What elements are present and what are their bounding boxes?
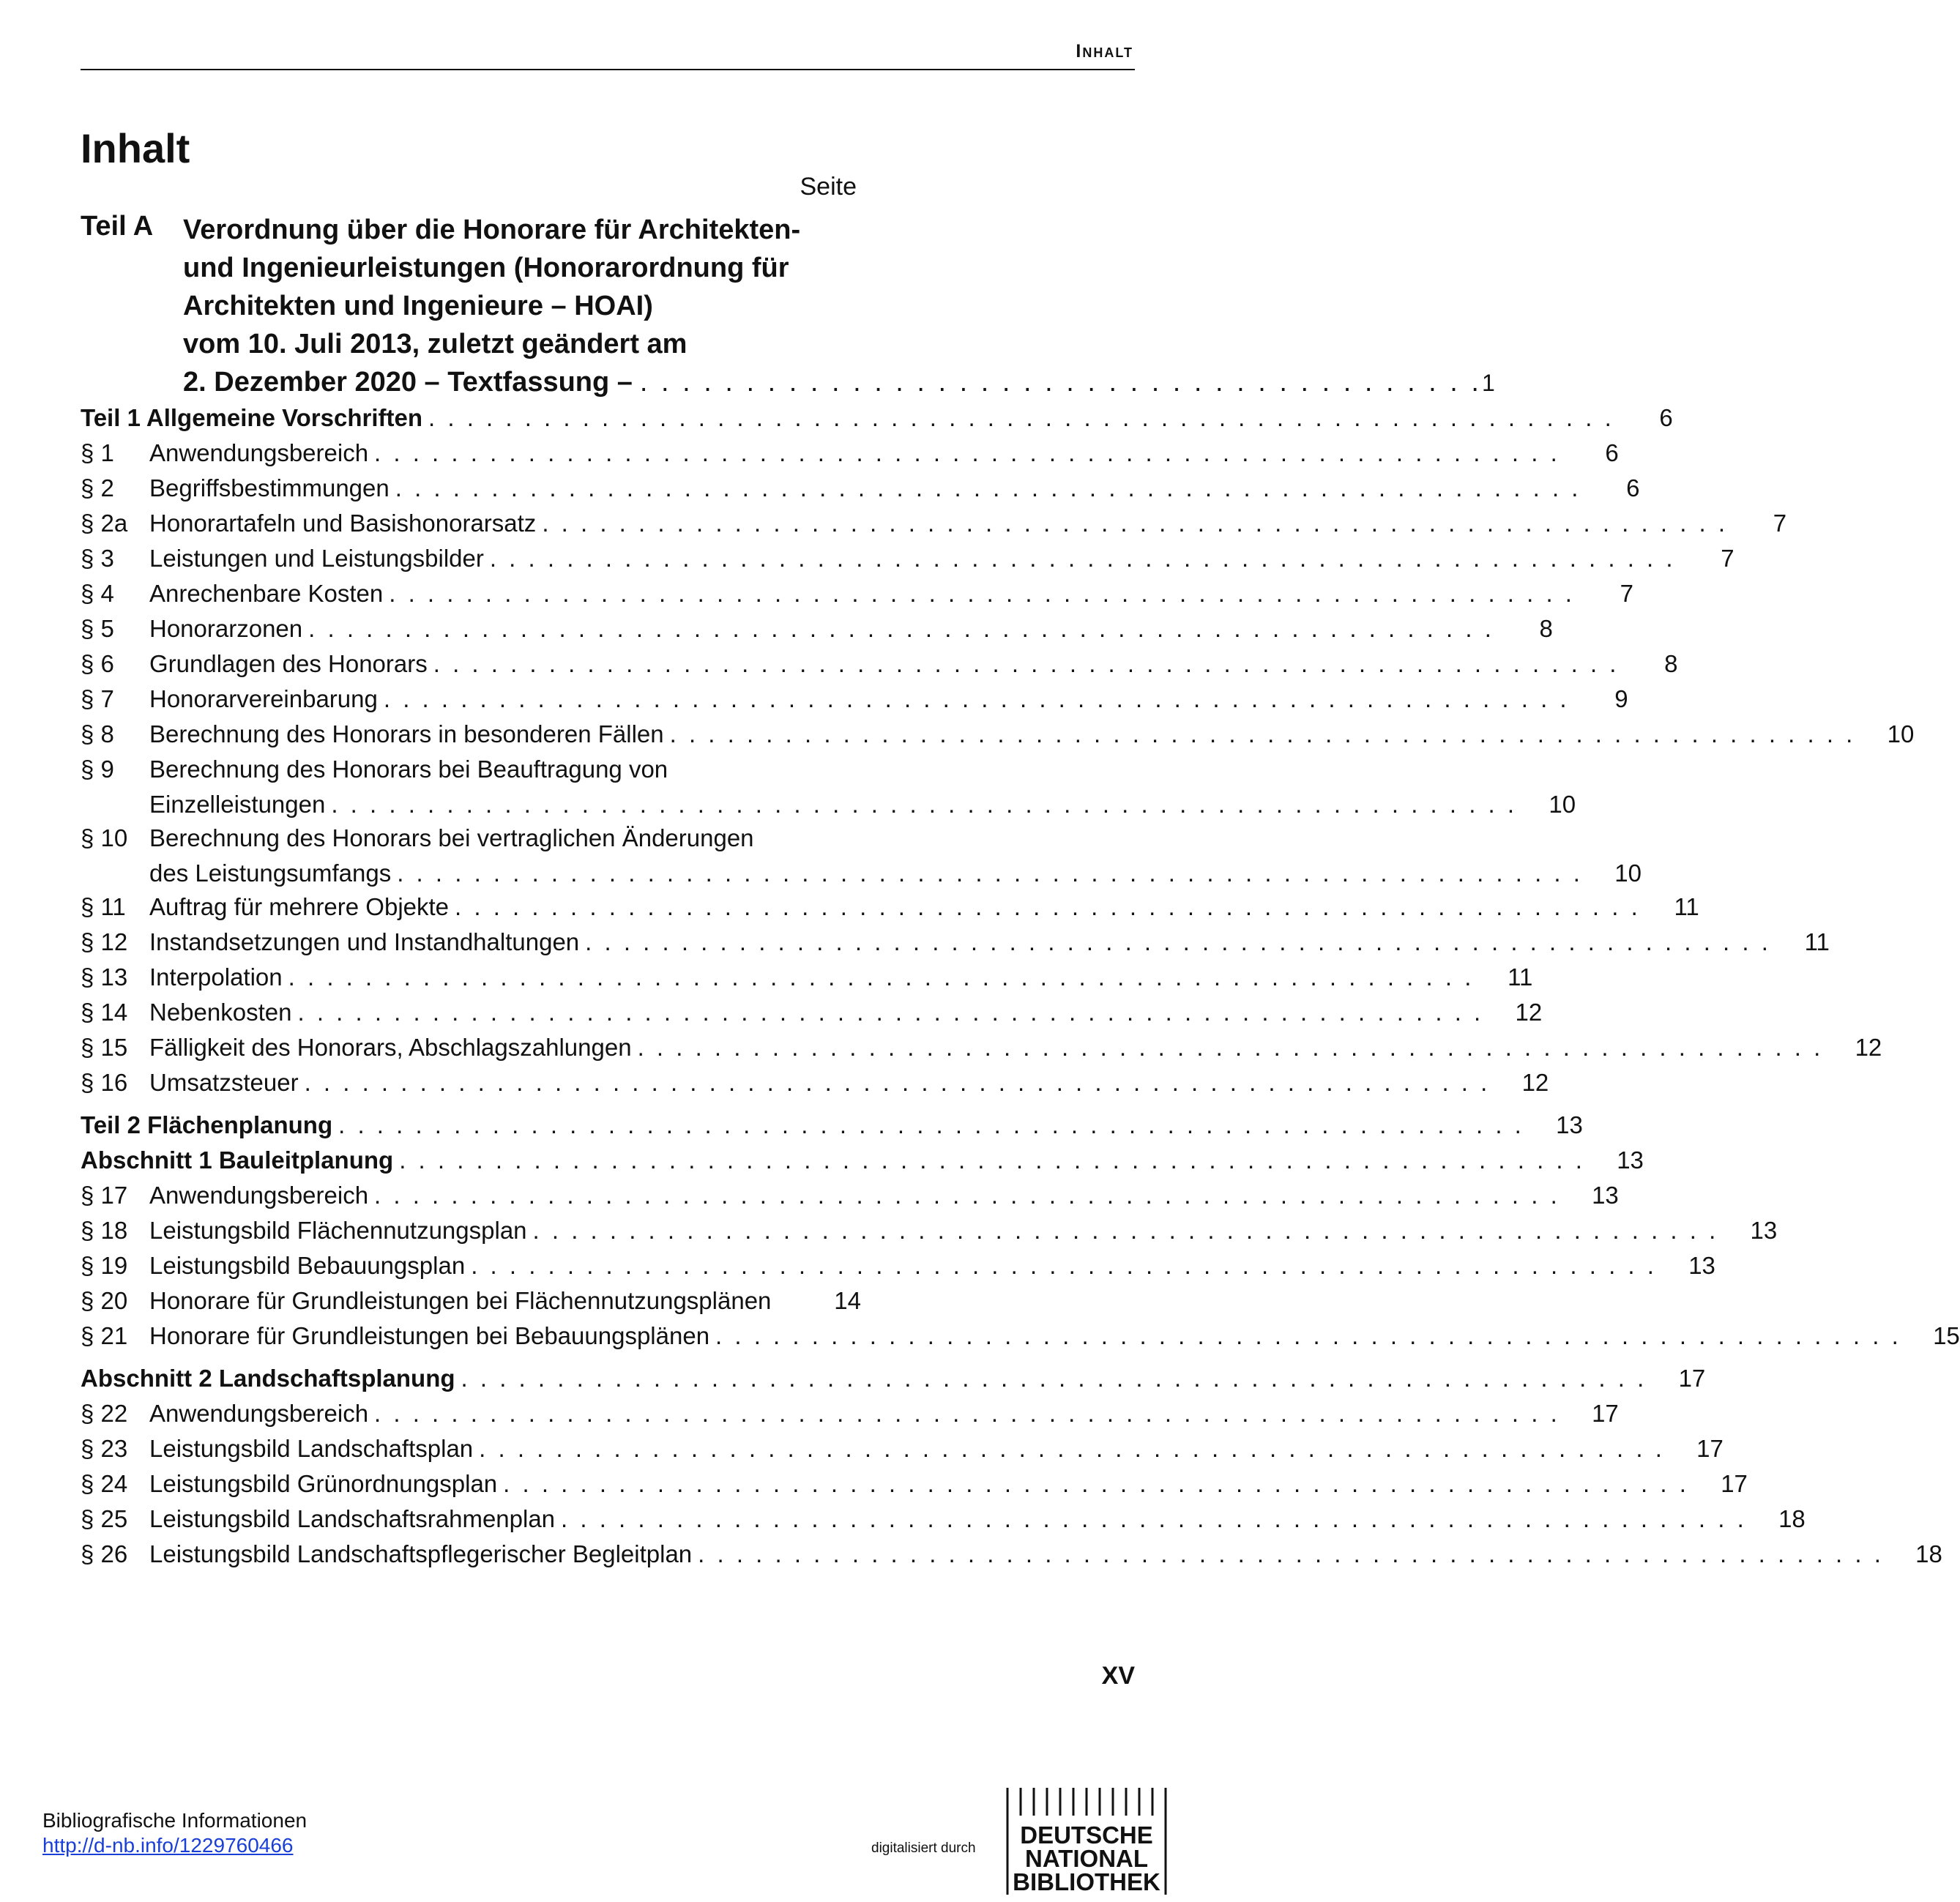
toc-entry-continuation[interactable]: [81, 791, 1576, 824]
toc-entry-number: § 19: [81, 1252, 128, 1279]
toc-section-heading[interactable]: [81, 1146, 1644, 1182]
table-of-contents: [81, 404, 1960, 1575]
dot-leader: . . . . . . . . . . . . . . . . . . . . . . . . . . . . . . . . . . . . . . . . . . . . . . . . . . . . . . . . . . . . . .: [471, 1252, 1657, 1279]
toc-entry-page: 6: [1659, 404, 1673, 431]
toc-entry-number: § 11: [81, 893, 126, 920]
biblio-label: Bibliografische Informationen: [42, 1809, 308, 1832]
toc-entry[interactable]: [81, 893, 1699, 928]
toc-entry-page: 10: [1549, 791, 1576, 818]
toc-entry-title: Leistungsbild Landschaftsplan: [149, 1435, 474, 1462]
toc-section-heading[interactable]: [81, 1365, 1706, 1400]
toc-entry-number: § 21: [81, 1322, 128, 1349]
page-number: XV: [1101, 1662, 1135, 1690]
header-rule: [81, 69, 1135, 70]
toc-entry-page: 17: [1592, 1400, 1619, 1427]
toc-entry-number: § 23: [81, 1435, 128, 1462]
toc-entry-title: Auftrag für mehrere Objekte: [149, 893, 450, 920]
toc-entry-title: Fälligkeit des Honorars, Abschlagszahlungen: [149, 1034, 632, 1061]
part-a-title-line: und Ingenieurleistungen (Honorarordnung für: [183, 253, 789, 283]
toc-entry-title: Einzelleistungen: [149, 791, 326, 818]
toc-entry-title: Leistungsbild Bebauungsplan: [149, 1252, 466, 1279]
toc-entry-page: 13: [1750, 1217, 1778, 1244]
toc-entry[interactable]: [81, 545, 1734, 580]
toc-entry-title: Interpolation: [149, 963, 283, 991]
dot-leader: . . . . . . . . . . . . . . . . . . . . . . . . . . . . . . . . . . . . . . . . . . . . . . . . . . . . . . . . . . . . . .: [715, 1322, 1901, 1349]
toc-entry-number: § 7: [81, 685, 114, 712]
toc-entry-title: Umsatzsteuer: [149, 1069, 299, 1096]
toc-entry-page: 11: [1674, 893, 1699, 920]
toc-entry-page: 7: [1620, 580, 1633, 607]
toc-entry-title: Leistungsbild Landschaftsrahmenplan: [149, 1505, 556, 1532]
toc-entry[interactable]: [81, 1287, 861, 1322]
dnb-logo-text: DEUTSCHE: [1020, 1821, 1153, 1849]
toc-entry-title: Berechnung des Honorars bei Beauftragung von: [149, 756, 668, 783]
toc-entry-number: § 2a: [81, 510, 128, 537]
toc-entry-title: Honorare für Grundleistungen bei Bebauungsplänen: [149, 1322, 710, 1349]
toc-entry[interactable]: [81, 439, 1619, 474]
toc-entry-page: 15: [1933, 1322, 1960, 1349]
dot-leader: . . . . . . . . . . . . . . . . . . . . . . . . . . . . . . . . . . . . . . . . . . . . . . . . . . . . . . . . . . . . . .: [585, 928, 1771, 955]
toc-entry-number: § 3: [81, 545, 114, 572]
dnb-logo-text: NATIONAL: [1024, 1845, 1149, 1872]
toc-entry-number: § 14: [81, 999, 128, 1026]
toc-entry[interactable]: [81, 1505, 1806, 1540]
toc-entry-number: § 20: [81, 1287, 128, 1314]
dot-leader: . . . . . . . . . . . . . . . . . . . . . . . . . . . . . . . . . . . . . . . . . . . . . . . . . . . . . . . . . . . . . .: [489, 545, 1676, 572]
toc-entry-number: § 5: [81, 615, 114, 642]
toc-entry-page: 9: [1614, 685, 1628, 712]
dnb-logo-text: BIBLIOTHEK: [1013, 1868, 1160, 1895]
dot-leader: . . . . . . . . . . . . . . . . . . . . . . . . . . . . . . . . . . . . . . . . . . . . . . . . . . . . . . . . . . . . . .: [542, 510, 1729, 537]
toc-entry-number: § 6: [81, 650, 114, 677]
dot-leader: . . . . . . . . . . . . . . . . . . . . . . . . . . . . . . . . . . . . . . . . . . . . . . . . . . . . . . . . . . . . . .: [288, 963, 1475, 991]
toc-entry[interactable]: [81, 928, 1830, 963]
page-column-label: Seite: [800, 173, 857, 201]
dot-leader: . . . . . . . . . . . . . . . . . . . . . . . . . . . . . . . . . . . . . . . . . . . . . . . . . . . . . . . . . . . . . .: [428, 404, 1614, 431]
dot-leader: . . . . . . . . . . . . . . . . . . . . . . . . . . . . . . . . . . . . . . . . . . . . . . . . . . . . . . . . . . . . . .: [331, 791, 1518, 818]
dot-leader: . . . . . . . . . . . . . . . . . . . . . . . . . . . . . . . . . . . . . . . . . . . . . . . . . . . . . . . . . . . . . .: [395, 474, 1581, 501]
dot-leader: . . . . . . . . . . . . . . . . . . . . . . . . . . . . . . . . . . . . . . . .: [639, 367, 1482, 398]
dot-leader: . . . . . . . . . . . . . . . . . . . . . . . . . . . . . . . . . . . . . . . . . . . . . . . . . . . . . . . . . . . . . .: [397, 859, 1583, 887]
toc-entry-title: Honorarvereinbarung: [149, 685, 378, 712]
toc-entry[interactable]: [81, 580, 1633, 615]
toc-entry-page: 13: [1617, 1146, 1644, 1174]
toc-entry[interactable]: [81, 685, 1628, 720]
toc-spacer: [81, 1104, 861, 1111]
toc-entry[interactable]: [81, 999, 1543, 1034]
toc-entry-title: Nebenkosten: [149, 999, 292, 1026]
toc-entry-title: Anwendungsbereich: [149, 439, 369, 466]
toc-entry[interactable]: [81, 1069, 1549, 1104]
dot-leader: . . . . . . . . . . . . . . . . . . . . . . . . . . . . . . . . . . . . . . . . . . . . . . . . . . . . . . . . . . . . . .: [532, 1217, 1719, 1244]
toc-entry-page: 13: [1556, 1111, 1583, 1138]
toc-entry[interactable]: [81, 963, 1533, 999]
dot-leader: . . . . . . . . . . . . . . . . . . . . . . . . . . . . . . . . . . . . . . . . . . . . . . . . . . . . . . . . . . . . . .: [374, 1182, 1560, 1209]
toc-entry[interactable]: [81, 474, 1640, 510]
biblio-link[interactable]: http://d-nb.info/1229760466: [42, 1834, 294, 1857]
dot-leader: . . . . . . . . . . . . . . . . . . . . . . . . . . . . . . . . . . . . . . . . . . . . . . . . . . . . . . . . . . . . . .: [479, 1435, 1665, 1462]
toc-entry-title: Instandsetzungen und Instandhaltungen: [149, 928, 580, 955]
toc-entry-page: 12: [1521, 1069, 1549, 1096]
toc-entry-number: § 1: [81, 439, 114, 466]
toc-entry-page: 7: [1773, 510, 1787, 537]
toc-entry[interactable]: [81, 720, 1915, 756]
toc-entry-title: Teil 2 Flächenplanung: [81, 1111, 333, 1138]
toc-entry[interactable]: [81, 510, 1787, 545]
part-a-title-line: Architekten und Ingenieure – HOAI): [183, 291, 653, 321]
toc-entry-title: Leistungsbild Grünordnungsplan: [149, 1470, 498, 1497]
dot-leader: . . . . . . . . . . . . . . . . . . . . . . . . . . . . . . . . . . . . . . . . . . . . . . . . . . . . . . . . . . . . . .: [669, 720, 1856, 747]
dot-leader: . . . . . . . . . . . . . . . . . . . . . . . . . . . . . . . . . . . . . . . . . . . . . . . . . . . . . . . . . . . . . .: [455, 893, 1641, 920]
toc-entry-number: § 10: [81, 824, 128, 851]
toc-entry-title: Anwendungsbereich: [149, 1182, 369, 1209]
toc-entry-page: 13: [1688, 1252, 1715, 1279]
dot-leader: . . . . . . . . . . . . . . . . . . . . . . . . . . . . . . . . . . . . . . . . . . . . . . . . . . . . . . . . . . . . . .: [374, 439, 1560, 466]
toc-entry-number: § 22: [81, 1400, 128, 1427]
toc-entry-title: Berechnung des Honorars bei vertraglichen Änderungen: [149, 824, 754, 851]
toc-entry[interactable]: [81, 1034, 1882, 1069]
toc-entry[interactable]: [81, 1400, 1619, 1435]
dot-leader: . . . . . . . . . . . . . . . . . . . . . . . . . . . . . . . . . . . . . . . . . . . . . . . . . . . . . . . . . . . . . .: [433, 650, 1620, 677]
part-a-title-text: 2. Dezember 2020 – Textfassung –: [183, 367, 633, 398]
toc-entry-page: 13: [1592, 1182, 1619, 1209]
toc-entry-page: 17: [1678, 1365, 1706, 1392]
toc-entry-title: Abschnitt 1 Bauleitplanung: [81, 1146, 394, 1174]
toc-entry[interactable]: [81, 1252, 1715, 1287]
dot-leader: . . . . . . . . . . . . . . . . . . . . . . . . . . . . . . . . . . . . . . . . . . . . . . . . . . . . . . . . . . . . . .: [389, 580, 1575, 607]
toc-section-heading[interactable]: [81, 404, 1673, 439]
toc-entry-number: § 25: [81, 1505, 128, 1532]
toc-entry[interactable]: [81, 1470, 1748, 1505]
toc-entry-title: Anwendungsbereich: [149, 1400, 369, 1427]
dot-leader: . . . . . . . . . . . . . . . . . . . . . . . . . . . . . . . . . . . . . . . . . . . . . . . . . . . . . . . . . . . . . .: [698, 1540, 1884, 1567]
toc-entry-title: Honorare für Grundleistungen bei Flächennutzungsplänen: [149, 1287, 772, 1314]
toc-entry-title: Abschnitt 2 Landschaftsplanung: [81, 1365, 455, 1392]
toc-entry-page: 18: [1915, 1540, 1942, 1567]
toc-entry-page: 17: [1721, 1470, 1748, 1497]
toc-entry-page: 6: [1626, 474, 1640, 501]
toc-entry-page: 14: [834, 1287, 861, 1314]
toc-entry-title: Grundlagen des Honorars: [149, 650, 428, 677]
toc-entry-number: § 15: [81, 1034, 128, 1061]
toc-entry[interactable]: [81, 756, 861, 791]
toc-entry-continuation[interactable]: [81, 859, 1642, 893]
part-a-title-line: vom 10. Juli 2013, zuletzt geändert am: [183, 329, 688, 359]
toc-entry-number: § 17: [81, 1182, 128, 1209]
toc-entry[interactable]: [81, 1540, 1942, 1575]
toc-entry-number: § 26: [81, 1540, 128, 1567]
toc-entry-title: Teil 1 Allgemeine Vorschriften: [81, 404, 423, 431]
dot-leader: . . . . . . . . . . . . . . . . . . . . . . . . . . . . . . . . . . . . . . . . . . . . . . . . . . . . . . . . . . . . . .: [338, 1111, 1524, 1138]
toc-entry-page: 12: [1855, 1034, 1882, 1061]
dot-leader: . . . . . . . . . . . . . . . . . . . . . . . . . . . . . . . . . . . . . . . . . . . . . . . . . . . . . . . . . . . . . .: [374, 1400, 1560, 1427]
digitized-by-text: digitalisiert durch: [871, 1841, 976, 1856]
toc-entry-number: § 18: [81, 1217, 128, 1244]
toc-entry[interactable]: [81, 824, 861, 859]
dot-leader: . . . . . . . . . . . . . . . . . . . . . . . . . . . . . . . . . . . . . . . . . . . . . . . . . . . . . . . . . . . . . .: [399, 1146, 1585, 1174]
toc-entry-title: Honorarzonen: [149, 615, 303, 642]
toc-entry-number: § 13: [81, 963, 128, 991]
toc-entry-page: 11: [1508, 963, 1533, 991]
toc-entry[interactable]: [81, 1435, 1724, 1470]
toc-spacer: [81, 1357, 861, 1365]
page-title: Inhalt: [81, 125, 190, 171]
dot-leader: . . . . . . . . . . . . . . . . . . . . . . . . . . . . . . . . . . . . . . . . . . . . . . . . . . . . . . . . . . . . . .: [308, 615, 1494, 642]
dot-leader: . . . . . . . . . . . . . . . . . . . . . . . . . . . . . . . . . . . . . . . . . . . . . . . . . . . . . . . . . . . . . .: [297, 999, 1484, 1026]
toc-entry[interactable]: [81, 1182, 1619, 1217]
toc-entry-page: 12: [1515, 999, 1543, 1026]
toc-entry-title: Begriffsbestimmungen: [149, 474, 390, 501]
toc-entry-number: § 16: [81, 1069, 128, 1096]
bibliographic-info: [42, 1808, 307, 1858]
toc-entry-page: 10: [1614, 859, 1642, 887]
toc-entry-title: Anrechenbare Kosten: [149, 580, 384, 607]
dnb-logo: [1005, 1786, 1173, 1896]
toc-entry-title: Leistungsbild Landschaftspflegerischer Begleitplan: [149, 1540, 693, 1567]
toc-entry[interactable]: [81, 1217, 1778, 1252]
dot-leader: . . . . . . . . . . . . . . . . . . . . . . . . . . . . . . . . . . . . . . . . . . . . . . . . . . . . . . . . . . . . . .: [637, 1034, 1824, 1061]
dot-leader: . . . . . . . . . . . . . . . . . . . . . . . . . . . . . . . . . . . . . . . . . . . . . . . . . . . . . . . . . . . . . .: [304, 1069, 1491, 1096]
toc-entry[interactable]: [81, 650, 1678, 685]
toc-entry-page: 6: [1605, 439, 1619, 466]
toc-entry-page: 7: [1721, 545, 1734, 572]
toc-entry-number: § 4: [81, 580, 114, 607]
toc-entry-number: § 12: [81, 928, 128, 955]
toc-entry-page: 17: [1696, 1435, 1724, 1462]
toc-entry-title: Leistungsbild Flächennutzungsplan: [149, 1217, 527, 1244]
toc-entry-title: des Leistungsumfangs: [149, 859, 392, 887]
toc-section-heading[interactable]: [81, 1111, 1583, 1146]
dot-leader: . . . . . . . . . . . . . . . . . . . . . . . . . . . . . . . . . . . . . . . . . . . . . . . . . . . . . . . . . . . . . .: [503, 1470, 1689, 1497]
toc-entry[interactable]: [81, 1322, 1960, 1357]
toc-entry-page: 8: [1664, 650, 1678, 677]
toc-entry-number: § 9: [81, 756, 114, 783]
dot-leader: . . . . . . . . . . . . . . . . . . . . . . . . . . . . . . . . . . . . . . . . . . . . . . . . . . . . . . . . . . . . . .: [383, 685, 1570, 712]
running-head: Inhalt: [1076, 41, 1133, 61]
toc-entry-number: § 24: [81, 1470, 128, 1497]
toc-entry-page: 8: [1539, 615, 1553, 642]
toc-entry-title: Berechnung des Honorars in besonderen Fällen: [149, 720, 664, 747]
toc-entry-page: 10: [1887, 720, 1915, 747]
toc-entry-page: 18: [1778, 1505, 1806, 1532]
toc-entry-number: § 8: [81, 720, 114, 747]
part-a-label: Teil A: [81, 211, 154, 242]
dot-leader: . . . . . . . . . . . . . . . . . . . . . . . . . . . . . . . . . . . . . . . . . . . . . . . . . . . . . . . . . . . . . .: [561, 1505, 1747, 1532]
toc-entry-page: 11: [1804, 928, 1830, 955]
toc-entry-number: § 2: [81, 474, 114, 501]
toc-entry-title: Honorartafeln und Basishonorarsatz: [149, 510, 537, 537]
part-a-page: 1: [1481, 370, 1495, 396]
dot-leader: . . . . . . . . . . . . . . . . . . . . . . . . . . . . . . . . . . . . . . . . . . . . . . . . . . . . . . . . . . . . . .: [461, 1365, 1647, 1392]
part-a-title-line-last: [183, 363, 1495, 402]
toc-entry[interactable]: [81, 615, 1553, 650]
part-a-title-line: Verordnung über die Honorare für Architekten-: [183, 215, 801, 245]
toc-entry-title: Leistungen und Leistungsbilder: [149, 545, 484, 572]
